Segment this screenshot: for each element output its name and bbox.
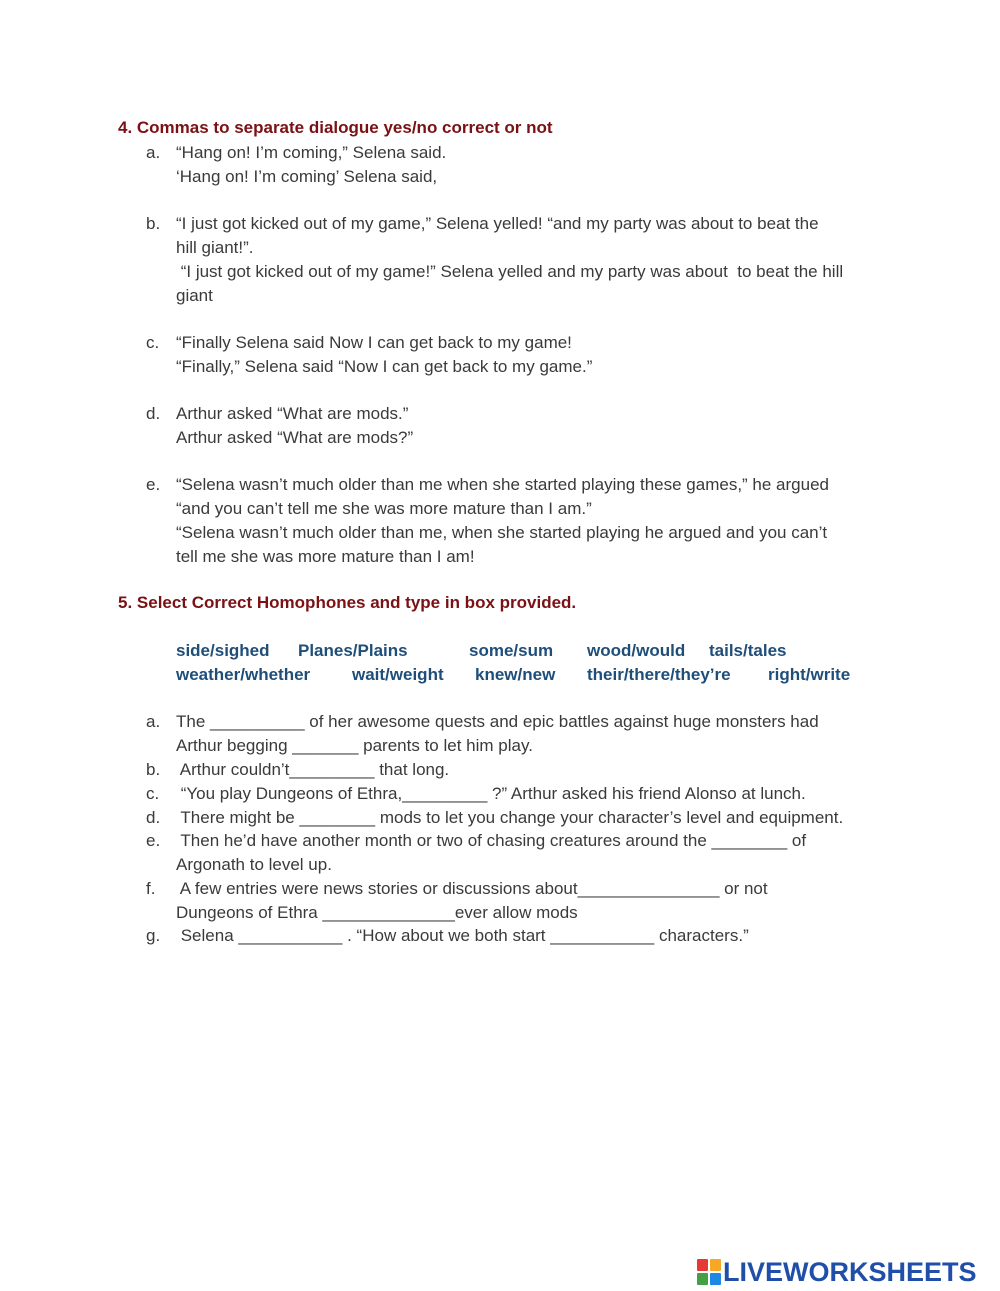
logo-block-i: [710, 1259, 721, 1271]
question-marker: c.: [146, 784, 160, 803]
item-marker: a.: [146, 143, 161, 162]
item-line: “I just got kicked out of my game,” Selena yelled! “and my party was about to beat the: [176, 214, 819, 233]
question-marker: a.: [146, 712, 161, 731]
question-line: Arthur couldn’t_________ that long.: [176, 760, 450, 779]
word-bank-item: wood/would: [587, 641, 686, 660]
question-line: Selena ___________ . “How about we both start ___________ characters.”: [176, 926, 749, 945]
logo-blocks-icon: [697, 1259, 721, 1285]
word-bank-item: tails/tales: [709, 641, 787, 660]
question-line: Dungeons of Ethra ______________ever allow mods: [176, 903, 578, 922]
word-bank-item: some/sum: [469, 641, 554, 660]
item-line: “Finally,” Selena said “Now I can get back to my game.”: [176, 357, 593, 376]
question-marker: b.: [146, 760, 161, 779]
item-marker: d.: [146, 404, 161, 423]
question-line: A few entries were news stories or discussions about_______________ or not: [176, 879, 768, 898]
item-line: tell me she was more mature than I am!: [176, 547, 475, 566]
word-bank-item: side/sighed: [176, 641, 270, 660]
question-line: Argonath to level up.: [176, 855, 332, 874]
item-line: “Finally Selena said Now I can get back to my game!: [176, 333, 572, 352]
section-5-heading: 5. Select Correct Homophones and type in box provided.: [118, 593, 577, 612]
logo-block-l: [697, 1259, 708, 1271]
question-line: There might be ________ mods to let you change your character’s level and equipment.: [176, 808, 844, 827]
item-line: Arthur asked “What are mods.”: [176, 404, 409, 423]
section-4-heading: 4. Commas to separate dialogue yes/no correct or not: [118, 118, 553, 137]
word-bank-item: wait/weight: [352, 665, 444, 684]
item-line: giant: [176, 286, 213, 305]
item-line: “and you can’t tell me she was more mature than I am.”: [176, 499, 592, 518]
item-marker: e.: [146, 475, 161, 494]
item-line: Arthur asked “What are mods?”: [176, 428, 414, 447]
question-marker: g.: [146, 926, 161, 945]
item-line: ‘Hang on! I’m coming’ Selena said,: [176, 167, 438, 186]
question-line: Then he’d have another month or two of chasing creatures around the ________ of: [176, 831, 807, 850]
logo-text: LIVEWORKSHEETS: [723, 1256, 977, 1287]
liveworksheets-logo: [697, 1257, 977, 1287]
item-marker: b.: [146, 214, 161, 233]
word-bank-item: Planes/Plains: [298, 641, 408, 660]
word-bank-item: weather/whether: [176, 665, 311, 684]
word-bank-item: knew/new: [475, 665, 556, 684]
item-line: “Selena wasn’t much older than me when she started playing these games,” he argued: [176, 475, 829, 494]
question-line: Arthur begging _______ parents to let him play.: [176, 736, 533, 755]
item-line: “I just got kicked out of my game!” Selena yelled and my party was about to beat the hill: [176, 262, 844, 281]
word-bank-item: their/there/they’re: [587, 665, 731, 684]
item-line: “Selena wasn’t much older than me, when she started playing he argued and you can’t: [176, 523, 828, 542]
item-marker: c.: [146, 333, 160, 352]
question-marker: f.: [146, 879, 156, 898]
question-line: The __________ of her awesome quests and epic battles against huge monsters had: [176, 712, 819, 731]
item-line: hill giant!”.: [176, 238, 254, 257]
item-line: “Hang on! I’m coming,” Selena said.: [176, 143, 447, 162]
logo-block-v: [697, 1273, 708, 1285]
logo-block-e: [710, 1273, 721, 1285]
question-line: “You play Dungeons of Ethra,_________ ?” Arthur asked his friend Alonso at lunch.: [176, 784, 806, 803]
question-marker: d.: [146, 808, 161, 827]
question-marker: e.: [146, 831, 161, 850]
word-bank-item: right/write: [768, 665, 851, 684]
